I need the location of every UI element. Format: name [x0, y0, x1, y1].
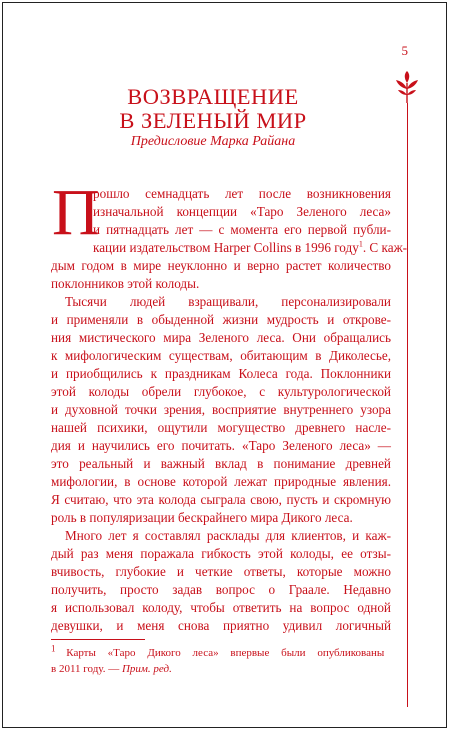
- body-line: я использовал колоду, чтобы ответить на вопрос одной: [51, 600, 391, 615]
- editor-note: Прим. ред.: [121, 663, 172, 675]
- chapter-title-line-2: В ЗЕЛЕНЫЙ МИР: [119, 108, 307, 133]
- body-line: изначальной концепции «Таро Зеленого леса»: [93, 204, 391, 219]
- body-line: дым годом в мире неуклонно и верно растет количество: [51, 258, 391, 273]
- body-line: мифологии, в основе которой лежат природные явления.: [51, 474, 391, 489]
- body-line-tail: . С каж-: [362, 240, 408, 255]
- body-line: это реальный и важный вклад в понимание древней: [51, 456, 391, 471]
- body-line: поклонников этой колоды.: [51, 276, 200, 291]
- footnote-line-2: в 2011 году. —: [51, 663, 122, 675]
- body-line: получить, просто задав вопрос о Граале. Недавно: [51, 582, 391, 597]
- body-line: кации издательством Harper Collins в 1996 году: [93, 240, 359, 255]
- chapter-subtitle: Предисловие Марка Райана: [130, 134, 296, 149]
- chapter-title-line-1: ВОЗВРАЩЕНИЕ: [127, 84, 299, 109]
- body-line: и применяли в обыденной жизни мудрость и открове-: [51, 312, 391, 327]
- body-line: и духовной точки зрения, восприятие внутреннего узора: [51, 402, 391, 417]
- footnote-mark: 1: [51, 643, 56, 654]
- body-line: и приобщились к праздникам Колеса года. Поклонники: [51, 366, 391, 381]
- footnote-reference: 1: [358, 239, 363, 249]
- body-line: Я считаю, что эта колода сыграла свою, пусть и скромную: [51, 492, 391, 507]
- body-line: ния мистического мира Зеленого леса. Они обращались: [51, 330, 391, 345]
- drop-cap: П: [52, 176, 100, 249]
- body-line: дия и научились его почитать. «Таро Зеленого леса» —: [51, 438, 391, 453]
- body-line: Тысячи людей взращивали, персонализировали: [65, 294, 391, 309]
- decorative-vertical-rule: [407, 103, 408, 707]
- body-line: Много лет я составлял расклады для клиентов, и каж-: [65, 528, 391, 543]
- body-line: роль в популяризации бескрайнего мира Дикого леса.: [51, 510, 353, 525]
- footnote-line-1: Карты «Таро Дикого леса» впервые были опубликованы: [66, 647, 385, 659]
- body-line: к мифологическим существам, обитающим в Диколесье,: [51, 348, 391, 363]
- body-line: девушки, и меня снова приятно удивил логичный: [51, 618, 391, 633]
- body-line: нашей психики, ощутили могущество древнего насле-: [51, 420, 391, 435]
- book-page: [2, 2, 447, 728]
- body-line: вчивость, глубокие и четкие ответы, которые можно: [51, 564, 391, 579]
- body-line: этой колоды обрели глубокое, с культурологической: [51, 384, 391, 399]
- body-line: рошло семнадцать лет после возникновения: [93, 186, 391, 201]
- body-line: и пятнадцать лет — с момента его первой публи-: [93, 222, 391, 237]
- page-number: 5: [401, 43, 408, 58]
- footnote-divider: [51, 639, 145, 640]
- body-line: дый раз меня поражала гибкость этой колоды, ее отзы-: [51, 546, 391, 561]
